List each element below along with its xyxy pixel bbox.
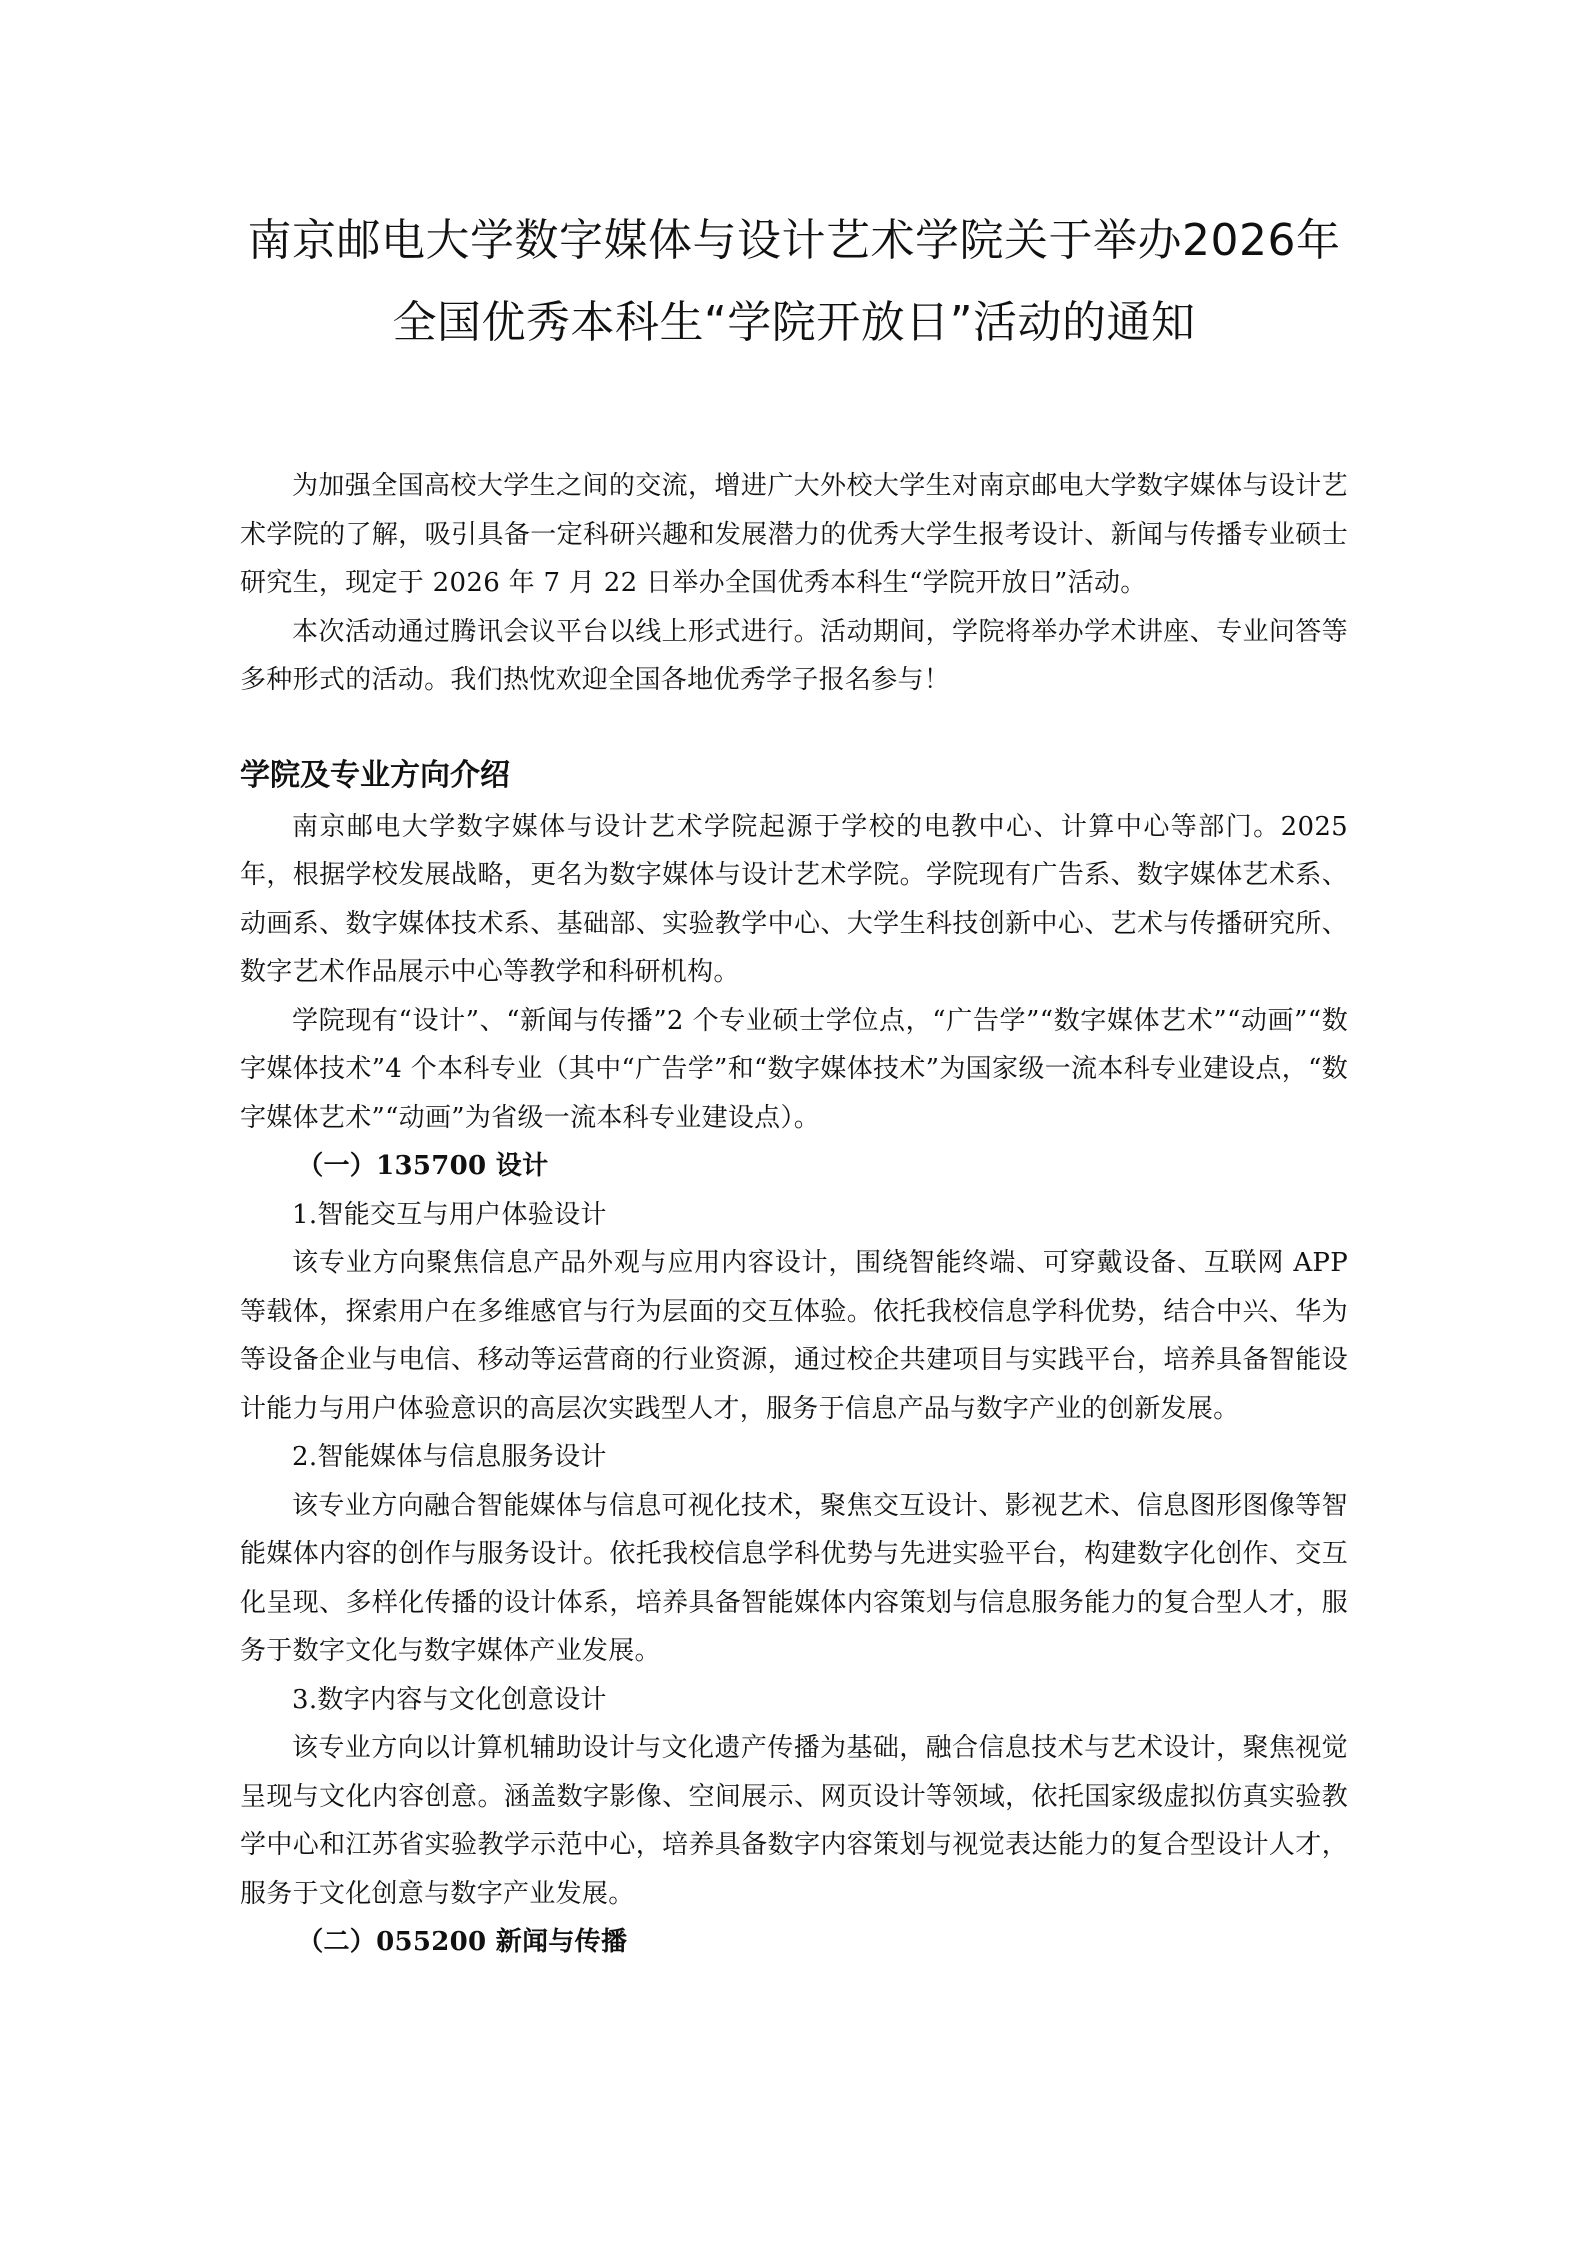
major-heading-journalism: （二）055200 新闻与传播: [297, 1927, 628, 1957]
intro-section: [240, 462, 1348, 705]
direction-paragraph: 该专业方向以计算机辅助设计与文化遗产传播为基础，融合信息技术与艺术设计，聚焦视觉呈现与文化内容创意。涵盖数字影像、空间展示、网页设计等领域，依托国家级虚拟仿真实验教学中心和江苏省实验教学示范中心，培养具备数字内容策划与视觉表达能力的复合型设计人才，服务于文化创意与数字产业发展。: [240, 1733, 1348, 1909]
direction-title: 1.智能交互与用户体验设计: [292, 1199, 607, 1230]
direction-title: 3.数字内容与文化创意设计: [292, 1684, 607, 1715]
title-line-2: 全国优秀本科生“学院开放日”活动的通知: [392, 297, 1196, 348]
section-heading: 学院及专业方向介绍: [240, 757, 510, 793]
direction-title: 2.智能媒体与信息服务设计: [292, 1442, 607, 1472]
document-title: [240, 200, 1348, 364]
direction-paragraph: 该专业方向聚焦信息产品外观与应用内容设计，围绕智能终端、可穿戴设备、互联网 APP 等载体，探索用户在多维感官与行为层面的交互体验。依托我校信息学科优势，结合中兴、华为等设备企业与电信、移动等运营商的行业资源，通过校企共建项目与实践平台，培养具备智能设计能力与用户体验意识的高层次实践型人才，服务于信息产品与数字产业的创新发展。: [240, 1248, 1348, 1424]
college-section: [240, 803, 1348, 1967]
direction-paragraph: 该专业方向融合智能媒体与信息可视化技术，聚焦交互设计、影视艺术、信息图形图像等智能媒体内容的创作与服务设计。依托我校信息学科优势与先进实验平台，构建数字化创作、交互化呈现、多样化传播的设计体系，培养具备智能媒体内容策划与信息服务能力的复合型人才，服务于数字文化与数字媒体产业发展。: [240, 1490, 1348, 1666]
major-heading-design: （一）135700 设计: [297, 1151, 549, 1181]
college-paragraph: 学院现有“设计”、“新闻与传播”2 个专业硕士学位点，“广告学”“数字媒体艺术”“动画”“数字媒体技术”4 个本科专业（其中“广告学”和“数字媒体技术”为国家级一流本科专业建设点，“数字媒体艺术”“动画”为省级一流本科专业建设点）。: [240, 1005, 1348, 1133]
intro-paragraph: 为加强全国高校大学生之间的交流，增进广大外校大学生对南京邮电大学数字媒体与设计艺术学院的了解，吸引具备一定科研兴趣和发展潜力的优秀大学生报考设计、新闻与传播专业硕士研究生，现定于 2026 年 7 月 22 日举办全国优秀本科生“学院开放日”活动。: [240, 471, 1348, 598]
title-line-1: 南京邮电大学数字媒体与设计艺术学院关于举办2026年: [247, 215, 1341, 266]
intro-paragraph: 本次活动通过腾讯会议平台以线上形式进行。活动期间，学院将举办学术讲座、专业问答等多种形式的活动。我们热忱欢迎全国各地优秀学子报名参与！: [240, 616, 1348, 695]
college-paragraph: 南京邮电大学数字媒体与设计艺术学院起源于学校的电教中心、计算中心等部门。2025 年，根据学校发展战略，更名为数字媒体与设计艺术学院。学院现有广告系、数字媒体艺术系、动画系、数字媒体技术系、基础部、实验教学中心、大学生科技创新中心、艺术与传播研究所、数字艺术作品展示中心等教学和科研机构。: [240, 811, 1348, 987]
document-page: [240, 200, 1348, 1967]
